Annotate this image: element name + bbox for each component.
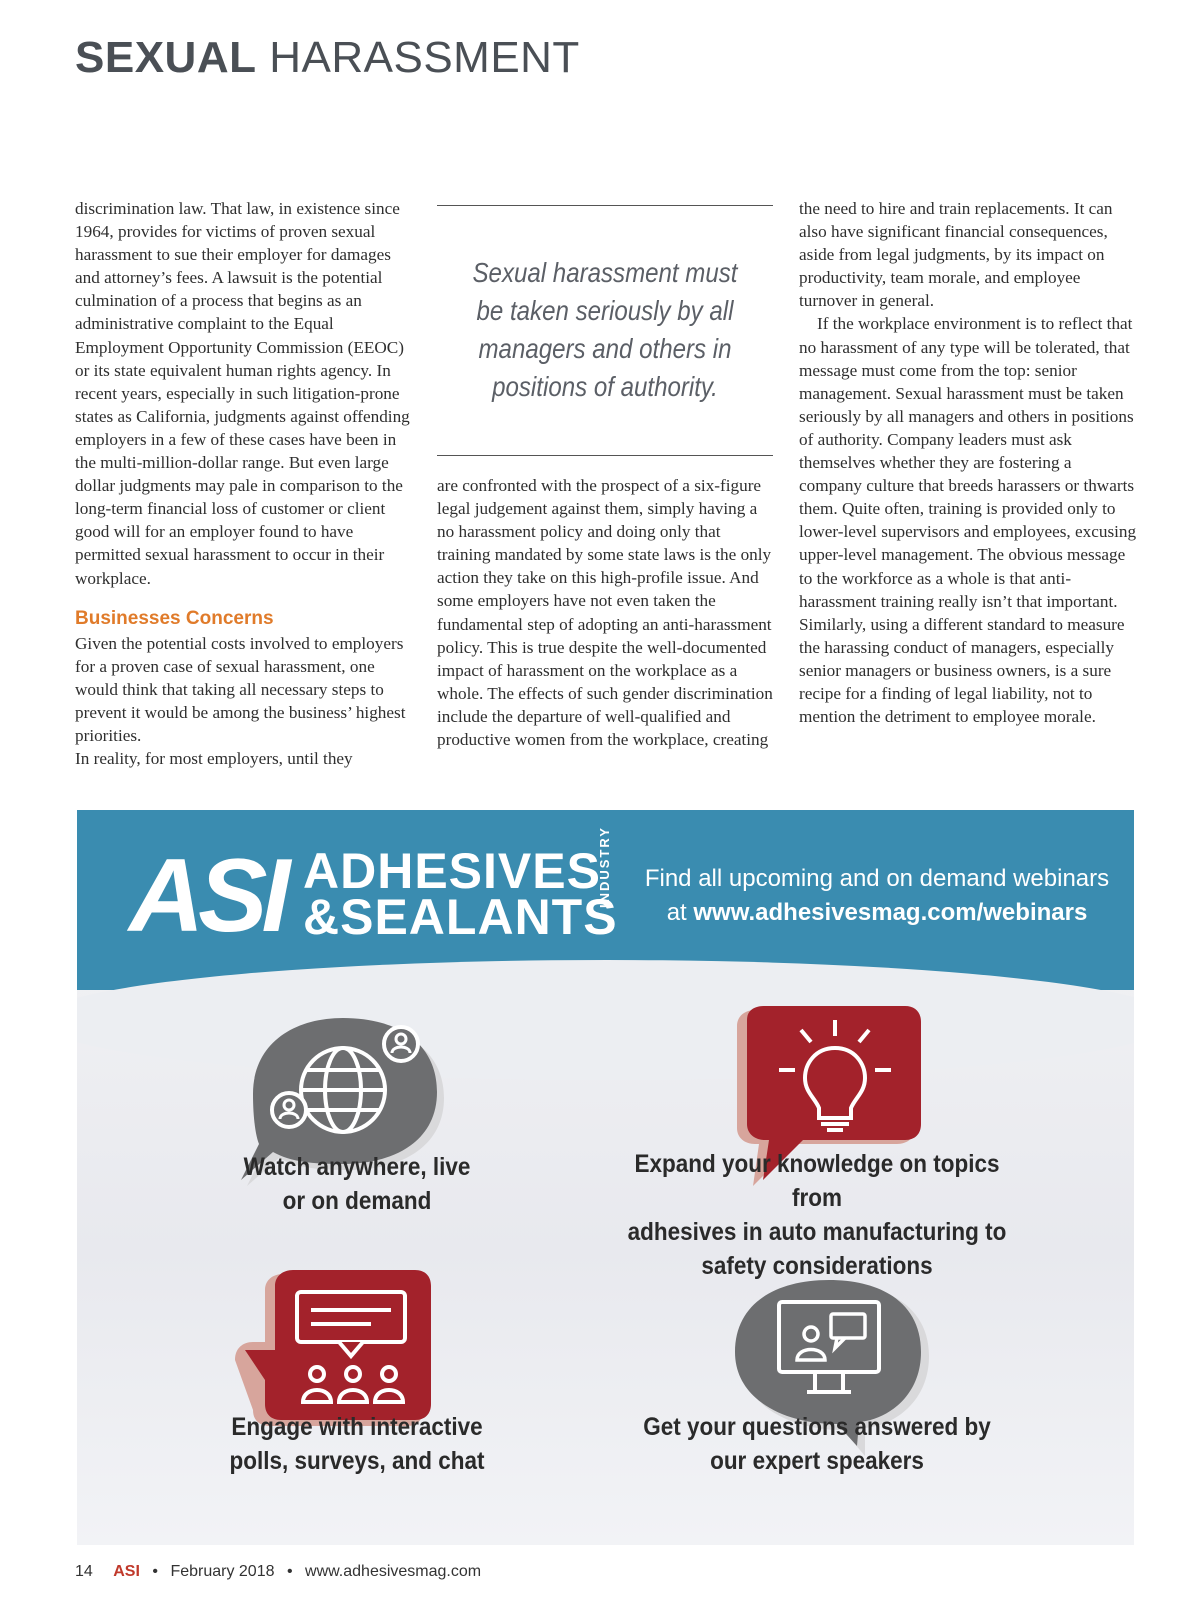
article-column-3 bbox=[799, 197, 1137, 728]
webinars-link[interactable]: www.adhesivesmag.com/webinars bbox=[693, 899, 1088, 926]
feature-line: adhesives in auto manufacturing to bbox=[627, 1218, 1007, 1246]
feature-line: or on demand bbox=[282, 1187, 432, 1215]
ad-tagline bbox=[637, 862, 1117, 930]
brand-industry-vertical: INDUSTRY bbox=[597, 826, 612, 908]
adhesives-sealants-brand bbox=[303, 843, 618, 945]
ad-swoosh-decoration bbox=[77, 960, 1134, 1080]
article-subhead: Businesses Concerns bbox=[75, 607, 274, 629]
webinar-advertisement[interactable] bbox=[77, 810, 1134, 1545]
page-section-title bbox=[75, 33, 580, 82]
pull-quote-text: Sexual harassment must be taken seriously by all managers and others in positions of authority. bbox=[472, 257, 738, 402]
article-paragraph: discrimination law. That law, in existence since 1964, provides for victims of proven sexual harassment to sue their employer for damages and attorney’s fees. A lawsuit is the potential culmination of a process that begins as an administrative complaint to the Equal Employment Opportunity Commission (EEOC) or its state equivalent human rights agency. In recent years, especially in such litigation-prone states as California, judgments against offending employers in a few of these cases have been in the multi-million-dollar range. But even large dollar judgments may pale in comparison to the long-term financial loss of customer or client good will for an employer found to have permitted sexual harassment to occur in their workplace. bbox=[75, 199, 410, 588]
feature-line: safety considerations bbox=[701, 1252, 933, 1280]
article-column-2 bbox=[437, 474, 773, 751]
article-column-1 bbox=[75, 197, 411, 770]
section-title-bold: SEXUAL bbox=[75, 33, 257, 82]
feature-line: Get your questions answered by bbox=[643, 1413, 991, 1441]
footer-brand: ASI bbox=[113, 1563, 140, 1580]
page-footer bbox=[75, 1562, 481, 1582]
tagline-line-2 bbox=[637, 896, 1117, 930]
feature-line: Expand your knowledge on topics from bbox=[634, 1150, 1000, 1212]
page-number: 14 bbox=[75, 1563, 93, 1580]
pull-quote bbox=[437, 205, 773, 456]
section-title-light: HARASSMENT bbox=[269, 33, 580, 82]
feature-line: polls, surveys, and chat bbox=[229, 1447, 485, 1475]
article-paragraph: If the workplace environment is to reflect that no harassment of any type will be tolerated, that message must come from the top: senior management. Sexual harassment must be taken seriously by all managers and others in positions of authority. Company leaders must ask themselves whether they are fostering a company culture that breeds harassers or thwarts them. Quite often, training is provided only to lower-level supervisors and employees, excusing upper-level management. The obvious message to the workforce as a whole is that anti-harassment training really isn’t that important. Similarly, using a different standard to measure the harassing conduct of managers, especially senior managers or business owners, is a sure recipe for a finding of legal liability, not to mention the detriment to employee morale. bbox=[799, 314, 1137, 727]
feature-engage-label bbox=[204, 1410, 510, 1478]
bullet-separator: • bbox=[152, 1563, 158, 1580]
article-paragraph: the need to hire and train replacements. It can also have significant financial consequences, aside from legal judgments, by its impact on productivity, team morale, and employee turnover in general. bbox=[799, 199, 1113, 311]
brand-line-2: &SEALANTS bbox=[303, 889, 618, 945]
article-paragraph: In reality, for most employers, until they bbox=[75, 749, 353, 769]
feature-expand-label bbox=[610, 1147, 1024, 1283]
feature-line: Watch anywhere, live bbox=[243, 1153, 471, 1181]
feature-questions-label bbox=[637, 1410, 997, 1478]
feature-watch-label bbox=[213, 1150, 501, 1218]
footer-url[interactable]: www.adhesivesmag.com bbox=[305, 1563, 482, 1580]
article-paragraph: are confronted with the prospect of a six-figure legal judgement against them, simply having a no harassment policy and doing only that training mandated by some state laws is the only action they take on this high-profile issue. And some employers have not even taken the fundamental step of adopting an anti-harassment policy. This is true despite the well-documented impact of harassment on the workplace as a whole. The effects of such gender discrimination include the departure of well-qualified and productive women from the workplace, creating bbox=[437, 476, 773, 750]
brand-line-1: ADHESIVES bbox=[303, 843, 601, 899]
asi-logo: ASI bbox=[129, 838, 285, 954]
article-paragraph: Given the potential costs involved to employers for a proven case of sexual harassment, one would think that taking all necessary steps to prevent it would be among the business’ highest priorities. bbox=[75, 633, 406, 745]
feature-line: Engage with interactive bbox=[231, 1413, 483, 1441]
tagline-line-1: Find all upcoming and on demand webinars bbox=[644, 865, 1110, 892]
bullet-separator: • bbox=[286, 1563, 293, 1580]
feature-line: our expert speakers bbox=[710, 1447, 924, 1475]
tagline-prefix: at bbox=[666, 899, 694, 926]
issue-date: February 2018 bbox=[170, 1563, 275, 1580]
